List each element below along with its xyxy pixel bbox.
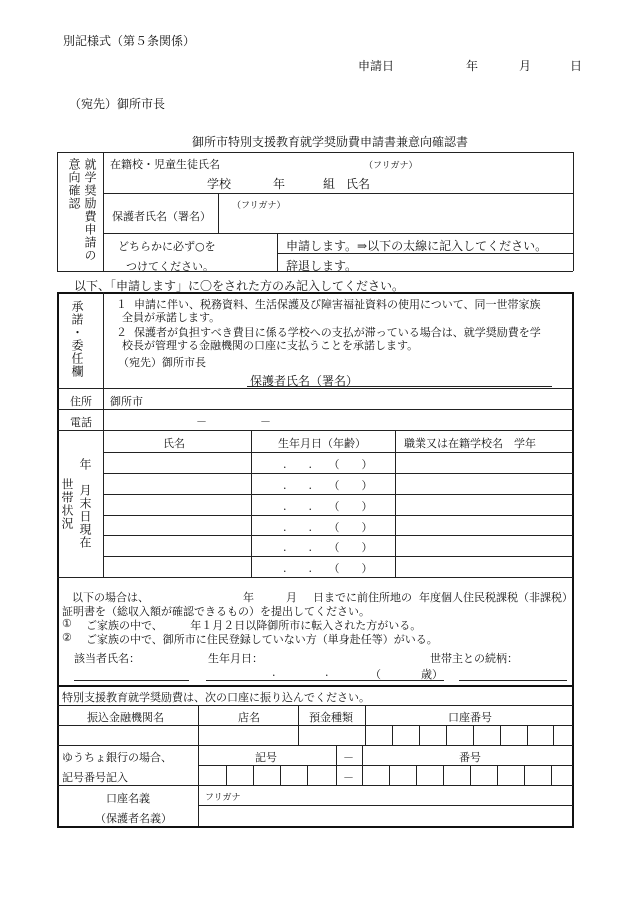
household-col-name: 氏名	[163, 437, 185, 450]
tax-line1-a: 以下の場合は、	[72, 591, 149, 604]
phone-dash1: －	[196, 415, 207, 428]
tax-line2: 証明書を（総収入額が確認できるもの）を提出してください。	[62, 605, 370, 618]
tax-case1-mark: ①	[62, 617, 72, 630]
student-name-label: 氏名	[346, 177, 371, 191]
bank-type-field[interactable]	[299, 726, 364, 744]
yucho-line2: 記号番号記入	[62, 771, 128, 784]
bank-branch-field[interactable]	[199, 726, 297, 744]
tax-line1-e: 年度個人住民税課税（非課税）	[419, 591, 573, 604]
date-month: 月	[519, 59, 532, 73]
consent-item1-line2: 全員が承諾します。	[122, 311, 221, 324]
tax-case2-mark: ②	[62, 631, 72, 644]
tax-line1-b: 年	[243, 591, 254, 604]
choose-line1: どちらかに必ず○を	[118, 240, 216, 253]
form-label: 別記様式（第５条関係）	[63, 34, 196, 48]
consent-item1-line1: 申請に伴い、税務資料、生活保護及び障害福祉資料の使用について、同一世帯家族	[134, 298, 541, 311]
household-as-of-label: 年 月末日現在	[78, 458, 92, 549]
tax-case2: ご家族の中で、御所市に住民登録していない方（単身赴任等）がいる。	[86, 633, 438, 646]
student-furigana: （フリガナ）	[364, 161, 418, 171]
yucho-symbol-label: 記号	[255, 751, 277, 764]
consent-item2-line1: 保護者が負担すべき費目に係る学校への支払が滞っている場合は、就学奨励費を学	[134, 326, 541, 339]
tax-relation-line[interactable]	[459, 680, 567, 681]
phone-dash2: －	[260, 415, 271, 428]
decline-option[interactable]: 辞退します。	[286, 259, 358, 273]
tax-relation: 世帯主との続柄：	[430, 652, 518, 665]
yucho-number-label: 番号	[459, 751, 481, 764]
tax-line1-d: 日までに前住所地の	[313, 591, 412, 604]
guardian-furigana: （フリガナ）	[232, 201, 286, 211]
addressee: （宛先）御所市長	[69, 97, 166, 111]
household-row-dob[interactable]: . . （ ）	[283, 458, 373, 471]
consent-item1-num: １	[116, 298, 127, 311]
consent-side-label: 承諾・委任欄	[70, 300, 84, 378]
tax-dob-dot1: .	[272, 666, 276, 679]
consent-item2-num: ２	[116, 326, 127, 339]
school-label: 学校	[207, 177, 232, 191]
bank-col-name: 振込金融機関名	[87, 711, 164, 724]
tax-dob-dot2: .	[325, 666, 329, 679]
consent-addressee: （宛先）御所市長	[118, 356, 206, 369]
tax-dob: 生年月日：	[208, 652, 263, 665]
address-label: 住所	[70, 395, 92, 408]
decline-circle-slot[interactable]	[235, 255, 273, 270]
date-year: 年	[466, 59, 479, 73]
bank-intro: 特別支援教育就学奨励費は、次の口座に振り込んでください。	[62, 691, 370, 704]
tax-name-line[interactable]	[74, 680, 189, 681]
tax-case1: ご家族の中で、 年１月２日以降御所市に転入された方がいる。	[86, 619, 422, 632]
tax-dob-line[interactable]	[206, 680, 444, 681]
tax-age-close: 歳）	[421, 668, 443, 681]
holder-name-field[interactable]	[199, 806, 571, 825]
grade-label: 年	[273, 177, 286, 191]
student-label: 在籍校・児童生徒氏名	[110, 158, 220, 171]
class-label: 組	[323, 177, 336, 191]
yucho-dash-top: －	[343, 751, 354, 764]
household-side-label: 世帯状況	[60, 478, 74, 530]
tax-age-open: （	[370, 668, 381, 681]
date-label: 申請日	[358, 59, 395, 73]
address-value[interactable]: 御所市	[110, 395, 143, 408]
tax-line1-c: 月	[286, 591, 297, 604]
choose-line2: つけてください。	[126, 260, 214, 273]
household-row-dob[interactable]: . . （ ）	[283, 521, 373, 534]
consent-guardian-sign: 保護者氏名（署名）	[250, 374, 359, 388]
yucho-line1: ゆうちょ銀行の場合、	[62, 751, 172, 764]
date-day: 日	[570, 59, 583, 73]
page-title: 御所市特別支援教育就学奨励費申請書兼意向確認書	[192, 135, 469, 149]
guardian-label: 保護者氏名（署名）	[112, 210, 211, 223]
phone-field[interactable]	[104, 410, 572, 429]
consent-item2-line2: 校長が管理する金融機関の口座に支払うことを承諾します。	[122, 339, 419, 352]
guardian-name-field[interactable]	[222, 210, 570, 230]
bank-name-field[interactable]	[58, 726, 197, 744]
household-row-dob[interactable]: . . （ ）	[283, 562, 373, 575]
household-col-job: 職業又は在籍学校名 学年	[404, 437, 536, 450]
apply-circle-slot[interactable]	[235, 235, 273, 251]
consent-sign-line[interactable]	[247, 386, 552, 387]
instruction-text: 以下、「申請します」に〇をされた方のみ記入してください。	[74, 279, 405, 293]
household-col-dob: 生年月日（年齢）	[278, 437, 366, 450]
bank-col-branch: 店名	[238, 711, 260, 724]
intent-side-label: 就学奨励費申請の意向確認	[67, 158, 97, 262]
household-row-dob[interactable]: . . （ ）	[283, 479, 373, 492]
holder-furigana: フリガナ	[205, 793, 241, 803]
holder-line2: （保護者名義）	[95, 812, 172, 825]
phone-label: 電話	[70, 416, 92, 429]
bank-col-type: 預金種類	[309, 711, 353, 724]
tax-person-name: 該当者氏名：	[74, 652, 140, 665]
holder-line1: 口座名義	[106, 792, 150, 805]
household-row-dob[interactable]: . . （ ）	[283, 500, 373, 513]
bank-col-account: 口座番号	[448, 711, 492, 724]
yucho-dash-bottom: －	[343, 771, 354, 784]
apply-option[interactable]: 申請します。⇒以下の太線に記入してください。	[286, 239, 548, 253]
household-row-dob[interactable]: . . （ ）	[283, 541, 373, 554]
